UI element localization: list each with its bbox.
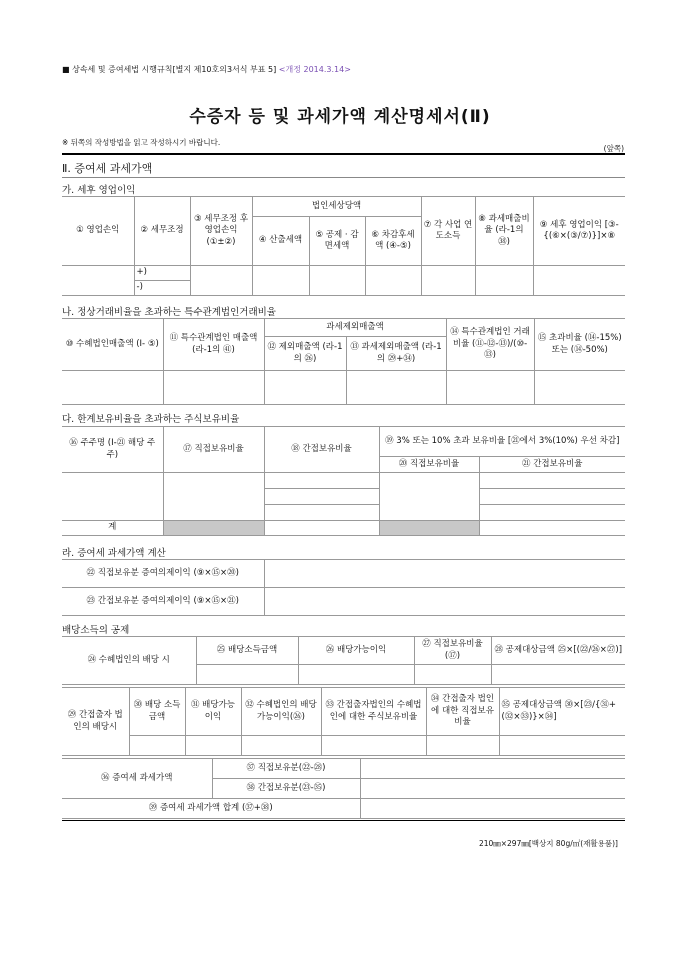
header-excess-ratio: ⑮ 초과비율 (⑭-15%) 또는 (⑭-50%) <box>534 319 625 371</box>
header-direct-holding: ⑰ 직접보유비율 <box>163 427 264 473</box>
header-indirect-distributable: ㉛ 배당가능이익 <box>185 688 241 736</box>
header-adjusted-profit: ③ 세무조정 후 영업손익 (①±②) <box>190 197 252 266</box>
input-indirect-deemed-profit[interactable] <box>264 588 625 616</box>
input-calculated-tax[interactable] <box>252 266 309 296</box>
input-direct-deemed-profit[interactable] <box>264 560 625 588</box>
input-indirect-holding-3[interactable] <box>264 505 379 521</box>
header-gift-tax-total: ㊴ 증여세 과세가액 합계 (㊲+㊳) <box>62 799 360 819</box>
plus-sign: +) <box>134 266 190 281</box>
input-indirect-distributable[interactable] <box>185 736 241 756</box>
header-indirect-portion: ㊳ 간접보유분(㉓-㉟) <box>212 779 360 799</box>
dividend-indirect-table <box>62 687 625 756</box>
input-dividend-income[interactable] <box>196 665 298 685</box>
input-indirect-share-ratio[interactable] <box>321 736 426 756</box>
header-business-year-income: ⑦ 각 사업 연도소득 <box>421 197 475 266</box>
input-indirect-deductible[interactable] <box>499 736 625 756</box>
guide-note: ※ 뒤쪽의 작성방법을 읽고 작성하시기 바랍니다. <box>62 138 221 147</box>
section-dividend-title: 배당소득의 공제 <box>62 625 130 636</box>
header-net-tax: ⑥ 차감후세액 (④-⑤) <box>365 217 421 266</box>
header-direct-holding-ratio: ㉗ 직접보유비율(⑰) <box>414 637 491 665</box>
header-tax-excluded-sales: ⑬ 과세제외매출액 (라-1의 ㉙+㉞) <box>346 337 446 371</box>
header-excess-indirect: ㉑ 간접보유비율 <box>479 457 625 473</box>
input-excess-ratio[interactable] <box>534 371 625 405</box>
header-indirect-deemed-profit: ㉓ 간접보유분 증여의제이익 (⑨×⑮×㉑) <box>62 588 264 616</box>
shareholding-table <box>62 426 625 536</box>
section-da-title: 다. 한계보유비율을 초과하는 주식보유비율 <box>62 414 240 425</box>
input-taxable-sales-ratio[interactable] <box>475 266 533 296</box>
header-calculated-tax: ④ 산출세액 <box>252 217 309 266</box>
header-deductible-amount: ㉘ 공제대상금액 ㉕×[(㉒/㉖×㉗)] <box>491 637 625 665</box>
input-direct-holding[interactable] <box>163 473 264 521</box>
header-beneficiary-sales: ⑩ 수혜법인매출액 (Ⅰ- ⑤) <box>62 319 163 371</box>
header-indirect-dividend-income: ㉚ 배당 소득금액 <box>129 688 185 736</box>
section-rule <box>62 177 625 178</box>
header-tax-adjustment: ② 세무조정 <box>134 197 190 266</box>
input-direct-portion[interactable] <box>360 759 625 779</box>
input-shareholder-name[interactable] <box>62 473 163 521</box>
input-deductible-amount[interactable] <box>491 665 625 685</box>
revision-date: <개정 2014.3.14> <box>278 65 351 74</box>
paper-spec: 210㎜×297㎜[백상지 80g/㎡(재활용품)] <box>478 839 618 848</box>
input-deduction[interactable] <box>309 266 365 296</box>
total-direct-shaded <box>163 521 264 536</box>
input-excess-indirect-3[interactable] <box>479 505 625 521</box>
input-excluded-sales[interactable] <box>264 371 346 405</box>
header-indirect-holding: ⑱ 간접보유비율 <box>264 427 379 473</box>
header-operating-profit: ① 영업손익 <box>62 197 134 266</box>
input-gift-tax-total[interactable] <box>360 799 625 819</box>
header-beneficiary-dividend: ㉔ 수혜법인의 배당 시 <box>62 637 196 685</box>
total-label: 계 <box>62 521 163 536</box>
section-na-title: 나. 정상거래비율을 초과하는 특수관계법인거래비율 <box>62 307 276 318</box>
input-related-transaction-ratio[interactable] <box>446 371 534 405</box>
header-indirect-share-ratio: ㉝ 간접출자법인의 수혜법인에 대한 주식보유비율 <box>321 688 426 736</box>
input-indirect-direct-ratio[interactable] <box>426 736 499 756</box>
header-deduction: ⑤ 공제 · 감면세액 <box>309 217 365 266</box>
form-reference <box>62 64 351 75</box>
header-corporate-tax-group: 법인세상당액 <box>252 197 421 217</box>
input-tax-excluded-sales[interactable] <box>346 371 446 405</box>
input-operating-profit[interactable] <box>62 266 134 296</box>
page-title: 수증자 등 및 과세가액 계산명세서(Ⅱ) <box>189 107 491 127</box>
input-beneficiary-sales[interactable] <box>62 371 163 405</box>
header-related-transaction-ratio: ⑭ 특수관계법인 거래비율 (⑪-⑫-⑬)/(⑩-⑬) <box>446 319 534 371</box>
minus-sign: -) <box>134 281 190 296</box>
header-after-tax-profit: ⑨ 세후 영업이익 [③-{(⑥×(③/⑦)}]×⑧ <box>533 197 625 266</box>
input-distributable-profit[interactable] <box>298 665 414 685</box>
input-total-excess-indirect[interactable] <box>479 521 625 536</box>
gift-tax-value-table <box>62 758 625 819</box>
header-direct-portion: ㊲ 직접보유분(㉒-㉘) <box>212 759 360 779</box>
header-indirect-dividend: ㉙ 간접출자 법인의 배당시 <box>62 688 129 756</box>
input-excess-direct[interactable] <box>379 473 479 521</box>
header-excluded-sales-group: 과세제외매출액 <box>264 319 446 337</box>
input-related-sales[interactable] <box>163 371 264 405</box>
input-indirect-holding-1[interactable] <box>264 473 379 489</box>
top-rule <box>62 153 625 155</box>
header-beneficiary-distributable: ㉜ 수혜법인의 배당가능이익(㉖) <box>241 688 321 736</box>
section-main-title: Ⅱ. 증여세 과세가액 <box>62 162 153 175</box>
input-after-tax-profit[interactable] <box>533 266 625 296</box>
header-indirect-direct-ratio: ㉞ 간접출자 법인에 대한 직접보유비율 <box>426 688 499 736</box>
page-side-label: (앞쪽) <box>603 144 624 153</box>
input-indirect-dividend-income[interactable] <box>129 736 185 756</box>
transaction-ratio-table <box>62 318 625 405</box>
total-excess-direct-shaded <box>379 521 479 536</box>
header-excess-holding-group: ⑲ 3% 또는 10% 초과 보유비율 [㉑에서 3%(10%) 우선 차감] <box>379 427 625 457</box>
header-indirect-deductible: ㉟ 공제대상금액 ㉚×[㉓/{㉛+(㉜×㉝)}×㉞] <box>499 688 625 736</box>
header-gift-tax-value: ㊱ 증여세 과세가액 <box>62 759 212 799</box>
header-direct-deemed-profit: ㉒ 직접보유분 증여의제이익 (⑨×⑮×⑳) <box>62 560 264 588</box>
operating-profit-table <box>62 196 625 296</box>
input-excess-indirect-2[interactable] <box>479 489 625 505</box>
input-total-indirect[interactable] <box>264 521 379 536</box>
input-net-tax[interactable] <box>365 266 421 296</box>
input-beneficiary-distributable[interactable] <box>241 736 321 756</box>
header-excluded-sales: ⑫ 제외매출액 (라-1의 ㉖) <box>264 337 346 371</box>
header-dividend-income: ㉕ 배당소득금액 <box>196 637 298 665</box>
section-ra-title: 라. 증여세 과세가액 계산 <box>62 548 166 559</box>
header-distributable-profit: ㉖ 배당가능이익 <box>298 637 414 665</box>
input-direct-holding-ratio[interactable] <box>414 665 491 685</box>
header-shareholder-name: ⑯ 주주명 (Ⅰ-㉑ 해당 주주) <box>62 427 163 473</box>
header-taxable-sales-ratio: ⑧ 과세매출비율 (라-1의 ㊳) <box>475 197 533 266</box>
input-indirect-portion[interactable] <box>360 779 625 799</box>
dividend-direct-table <box>62 636 625 685</box>
header-related-sales: ⑪ 특수관계법인 매출액 (라-1의 ㊶) <box>163 319 264 371</box>
bottom-rule <box>62 820 625 821</box>
input-adjusted-profit[interactable] <box>190 266 252 296</box>
form-reference-text: ■ 상속세 및 증여세법 시행규칙[별지 제10호의3서식 부표 5] <box>62 65 277 74</box>
input-indirect-holding-2[interactable] <box>264 489 379 505</box>
gift-value-table <box>62 559 625 616</box>
input-business-year-income[interactable] <box>421 266 475 296</box>
header-excess-direct: ⑳ 직접보유비율 <box>379 457 479 473</box>
input-excess-indirect-1[interactable] <box>479 473 625 489</box>
section-ga-title: 가. 세후 영업이익 <box>62 185 136 196</box>
